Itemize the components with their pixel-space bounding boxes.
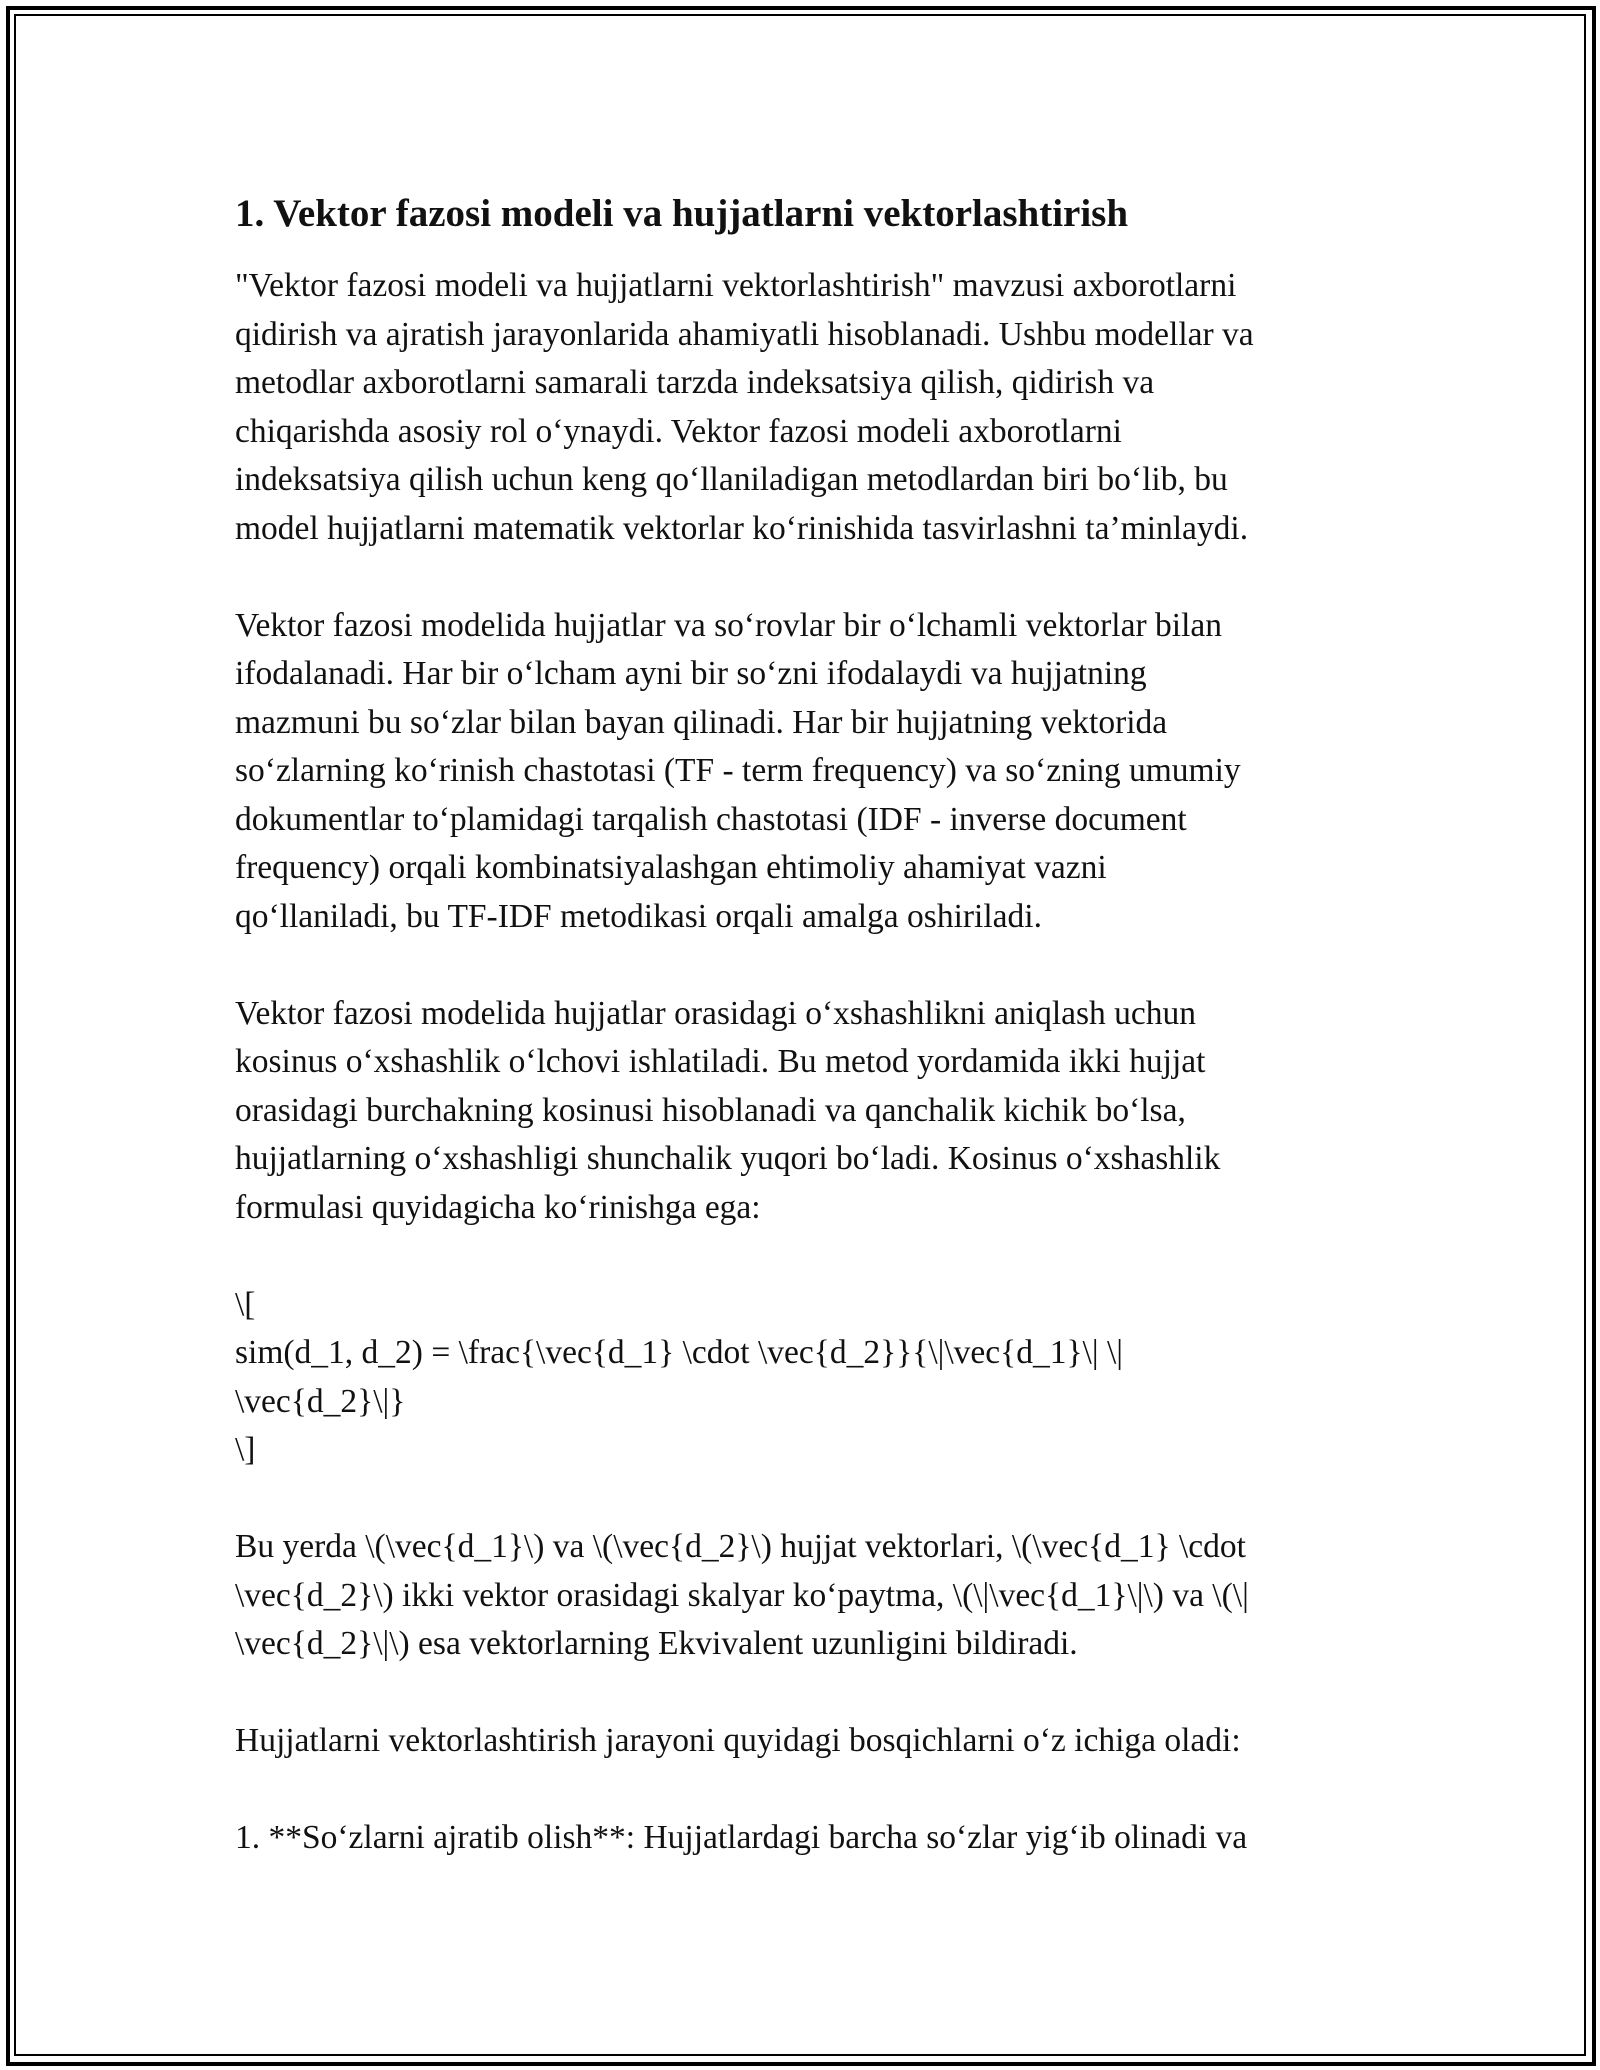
paragraph-line: \]: [235, 1431, 256, 1468]
paragraph-line: chiqarishda asosiy rol o‘ynaydi. Vektor fazosi modeli axborotlarni: [235, 412, 1122, 450]
paragraph-line: qidirish va ajratish jarayonlarida ahamiyatli hisoblanadi. Ushbu modellar va: [235, 315, 1254, 353]
paragraph-line: indeksatsiya qilish uchun keng qo‘llaniladigan metodlardan biri bo‘lib, bu: [235, 461, 1228, 498]
paragraph-line: \vec{d_2}\|}: [235, 1382, 406, 1420]
paragraph-line: Vektor fazosi modelida hujjatlar va so‘rovlar bir o‘lchamli vektorlar bilan: [235, 606, 1222, 644]
paragraph-line: dokumentlar to‘plamidagi tarqalish chastotasi (IDF - inverse document: [235, 800, 1187, 838]
paragraph-line: ifodalanadi. Har bir o‘lcham ayni bir so‘zni ifodalaydi va hujjatning: [235, 655, 1147, 692]
paragraph-list: [235, 262, 1355, 1863]
document-title: 1. Vektor fazosi modeli va hujjatlarni vektorlashtirish: [235, 192, 1129, 235]
paragraph-line: orasidagi burchakning kosinusi hisoblanadi va qanchalik kichik bo‘lsa,: [235, 1091, 1186, 1129]
paragraph-line: "Vektor fazosi modeli va hujjatlarni vektorlashtirish" mavzusi axborotlarni: [235, 267, 1237, 304]
paragraph-line: 1. **So‘zlarni ajratib olish**: Hujjatlardagi barcha so‘zlar yig‘ib olinadi va: [235, 1819, 1248, 1856]
paragraph: [235, 602, 1355, 942]
paragraph-line: Bu yerda \(\vec{d_1}\) va \(\vec{d_2}\) hujjat vektorlari, \(\vec{d_1} \cdot: [235, 1528, 1246, 1565]
paragraph-line: Hujjatlarni vektorlashtirish jarayoni quyidagi bosqichlarni o‘z ichiga oladi:: [235, 1722, 1241, 1759]
paragraph-line: metodlar axborotlarni samarali tarzda indeksatsiya qilish, qidirish va: [235, 364, 1155, 401]
paragraph: [235, 1523, 1355, 1669]
paragraph: [235, 990, 1355, 1233]
paragraph-line: \[: [235, 1285, 256, 1323]
document-body: [235, 186, 1355, 1911]
paragraph-line: model hujjatlarni matematik vektorlar ko‘rinishida tasvirlashni ta’minlaydi.: [235, 509, 1249, 547]
paragraph: [235, 1814, 1355, 1863]
paragraph-line: qo‘llaniladi, bu TF-IDF metodikasi orqali amalga oshiriladi.: [235, 897, 1042, 935]
paragraph: [235, 1717, 1355, 1766]
paragraph-line: so‘zlarning ko‘rinish chastotasi (TF - term frequency) va so‘zning umumiy: [235, 752, 1241, 789]
paragraph: [235, 262, 1355, 553]
paragraph-line: mazmuni bu so‘zlar bilan bayan qilinadi. Har bir hujjatning vektorida: [235, 703, 1168, 741]
paragraph-line: hujjatlarning o‘xshashligi shunchalik yuqori bo‘ladi. Kosinus o‘xshashlik: [235, 1140, 1221, 1177]
paragraph-line: formulasi quyidagicha ko‘rinishga ega:: [235, 1188, 761, 1226]
paragraph-line: \vec{d_2}\|\) esa vektorlarning Ekvivalent uzunligini bildiradi.: [235, 1625, 1078, 1662]
paragraph: [235, 1281, 1355, 1475]
paragraph-line: sim(d_1, d_2) = \frac{\vec{d_1} \cdot \vec{d_2}}{\|\vec{d_1}\| \|: [235, 1334, 1123, 1371]
paragraph-line: Vektor fazosi modelida hujjatlar orasidagi o‘xshashlikni aniqlash uchun: [235, 994, 1197, 1032]
paragraph-line: frequency) orqali kombinatsiyalashgan ehtimoliy ahamiyat vazni: [235, 849, 1107, 886]
paragraph-line: kosinus o‘xshashlik o‘lchovi ishlatiladi. Bu metod yordamida ikki hujjat: [235, 1043, 1206, 1080]
paragraph-line: \vec{d_2}\) ikki vektor orasidagi skalyar ko‘paytma, \(\|\vec{d_1}\|\) va \(\|: [235, 1576, 1249, 1614]
